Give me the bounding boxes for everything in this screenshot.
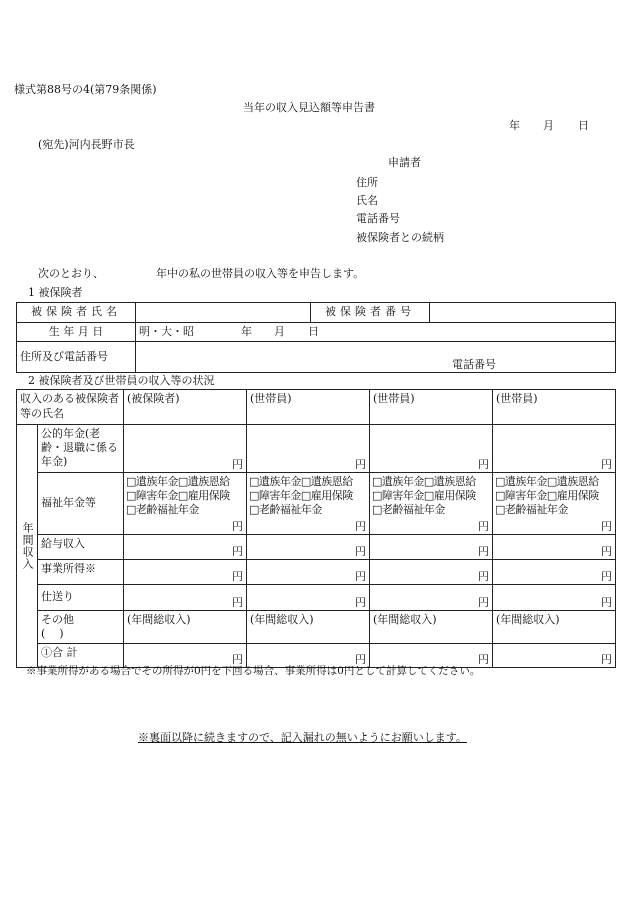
welfare-pension-label: 福祉年金等 [38,472,124,534]
other-member-1[interactable] [247,610,370,644]
yen-unit: 円 [355,544,366,558]
applicant-heading: 申請者 [388,156,421,169]
yen-unit: 円 [478,544,489,558]
remittance-insured[interactable] [124,584,247,610]
intro-prefix: 次のとおり、 [38,267,104,280]
welfare-option-survivor[interactable]: □遺族年金□遺族恩給 [126,474,230,488]
yen-unit: 円 [355,569,366,583]
income-table [16,389,616,668]
other-income-paren: ( ) [41,626,64,640]
yen-unit: 円 [601,653,612,667]
birth-year-unit: 年 [241,325,252,338]
yen-unit: 円 [355,519,366,533]
yen-unit: 円 [478,569,489,583]
yen-unit: 円 [232,544,243,558]
annual-total-label: (年間総収入) [373,612,437,626]
remittance-member-1[interactable] [247,584,370,610]
public-pension-member-1[interactable] [247,424,370,472]
yen-unit: 円 [232,595,243,609]
yen-unit: 円 [355,457,366,471]
column-member-2[interactable] [370,390,493,425]
column-member-1-label: (世帯員) [250,392,292,405]
yen-unit: 円 [478,653,489,667]
document-title: 当年の収入見込額等申告書 [243,101,375,114]
yen-unit: 円 [601,595,612,609]
total-label: ①合 計 [38,644,124,668]
footnote: ※事業所得がある場合でその所得が0円を下回る場合、事業所得は0円として計算してください。 [26,665,481,677]
name-column-label: 収入のある被保険者等の氏名 [17,390,124,425]
welfare-option-elderly[interactable]: □老齢福祉年金 [126,503,199,517]
yen-unit: 円 [601,544,612,558]
yen-unit: 円 [355,653,366,667]
welfare-pension-insured[interactable] [124,472,247,534]
address-phone-label: 住所及び電話番号 [17,342,136,373]
welfare-option-elderly[interactable]: □老齢福祉年金 [372,503,445,517]
total-member-3[interactable] [493,644,616,668]
applicant-address-label: 住所 [356,176,378,189]
applicant-relationship-label: 被保険者との続柄 [356,231,444,244]
insured-person-table [16,302,616,373]
form-id: 様式第88号の4(第79条関係) [14,83,157,96]
remittance-member-3[interactable] [493,584,616,610]
welfare-option-disability[interactable]: □障害年金□雇用保険 [249,488,353,502]
annual-income-cell [17,424,38,667]
yen-unit: 円 [355,595,366,609]
intro-suffix: 年中の私の世帯員の収入等を申告します。 [156,267,365,280]
yen-unit: 円 [601,519,612,533]
column-member-3[interactable] [493,390,616,425]
welfare-pension-member-1[interactable] [247,472,370,534]
welfare-option-survivor[interactable]: □遺族年金□遺族恩給 [495,474,599,488]
addressee: (宛先)河内長野市長 [38,138,135,151]
other-member-3[interactable] [493,610,616,644]
yen-unit: 円 [601,569,612,583]
yen-unit: 円 [232,519,243,533]
remittance-label: 仕送り [38,584,124,610]
annual-income-label: 年間収入 [21,521,35,570]
birthdate-field[interactable] [136,323,616,342]
other-income-label: その他 [41,612,74,626]
business-income-label: 事業所得※ [38,559,124,584]
yen-unit: 円 [478,519,489,533]
welfare-option-disability[interactable]: □障害年金□雇用保険 [126,488,230,502]
insured-name-field[interactable] [136,303,311,323]
business-insured[interactable] [124,559,247,584]
welfare-pension-member-2[interactable] [370,472,493,534]
address-phone-field[interactable] [136,342,616,373]
applicant-name-label: 氏名 [356,194,378,207]
annual-total-label: (年間総収入) [496,612,560,626]
business-member-1[interactable] [247,559,370,584]
column-insured-label: (被保険者) [127,392,180,405]
welfare-option-survivor[interactable]: □遺族年金□遺族恩給 [249,474,353,488]
remittance-member-2[interactable] [370,584,493,610]
column-member-3-label: (世帯員) [496,392,538,405]
date-year-label: 年 [509,119,520,132]
welfare-option-survivor[interactable]: □遺族年金□遺族恩給 [372,474,476,488]
business-member-3[interactable] [493,559,616,584]
public-pension-label: 公的年金(老齢・退職に係る年金) [38,424,124,472]
applicant-phone-label: 電話番号 [356,212,400,225]
yen-unit: 円 [232,569,243,583]
other-insured[interactable] [124,610,247,644]
welfare-option-disability[interactable]: □障害年金□雇用保険 [372,488,476,502]
salary-label: 給与収入 [38,534,124,559]
welfare-option-elderly[interactable]: □老齢福祉年金 [249,503,322,517]
annual-total-label: (年間総収入) [127,612,191,626]
insured-name-label: 被保険者氏名 [17,303,136,323]
yen-unit: 円 [478,457,489,471]
insured-number-field[interactable] [430,303,616,323]
salary-insured[interactable] [124,534,247,559]
other-member-2[interactable] [370,610,493,644]
bottom-note: ※裏面以降に続きますので、記入漏れの無いようにお願いします。 [138,731,467,744]
era-options: 明・大・昭 [139,325,194,338]
public-pension-member-2[interactable] [370,424,493,472]
section2-heading: 2 被保険者及び世帯員の収入等の状況 [28,374,215,387]
birth-day-unit: 日 [308,325,319,338]
annual-total-label: (年間総収入) [250,612,314,626]
public-pension-insured[interactable] [124,424,247,472]
phone-label: 電話番号 [452,358,496,372]
yen-unit: 円 [232,457,243,471]
birthdate-label: 生 年 月 日 [17,323,136,342]
column-member-1[interactable] [247,390,370,425]
public-pension-member-3[interactable] [493,424,616,472]
date-day-label: 日 [578,119,589,132]
yen-unit: 円 [478,595,489,609]
salary-member-1[interactable] [247,534,370,559]
other-income-cell [38,610,124,644]
business-member-2[interactable] [370,559,493,584]
welfare-option-elderly[interactable]: □老齢福祉年金 [495,503,568,517]
welfare-pension-member-3[interactable] [493,472,616,534]
date-month-label: 月 [543,119,554,132]
column-member-2-label: (世帯員) [373,392,415,405]
column-insured[interactable] [124,390,247,425]
yen-unit: 円 [232,653,243,667]
salary-member-2[interactable] [370,534,493,559]
yen-unit: 円 [601,457,612,471]
salary-member-3[interactable] [493,534,616,559]
welfare-option-disability[interactable]: □障害年金□雇用保険 [495,488,599,502]
insured-number-label: 被保険者番号 [311,303,430,323]
birth-month-unit: 月 [274,325,285,338]
section1-heading: 1 被保険者 [28,286,83,299]
